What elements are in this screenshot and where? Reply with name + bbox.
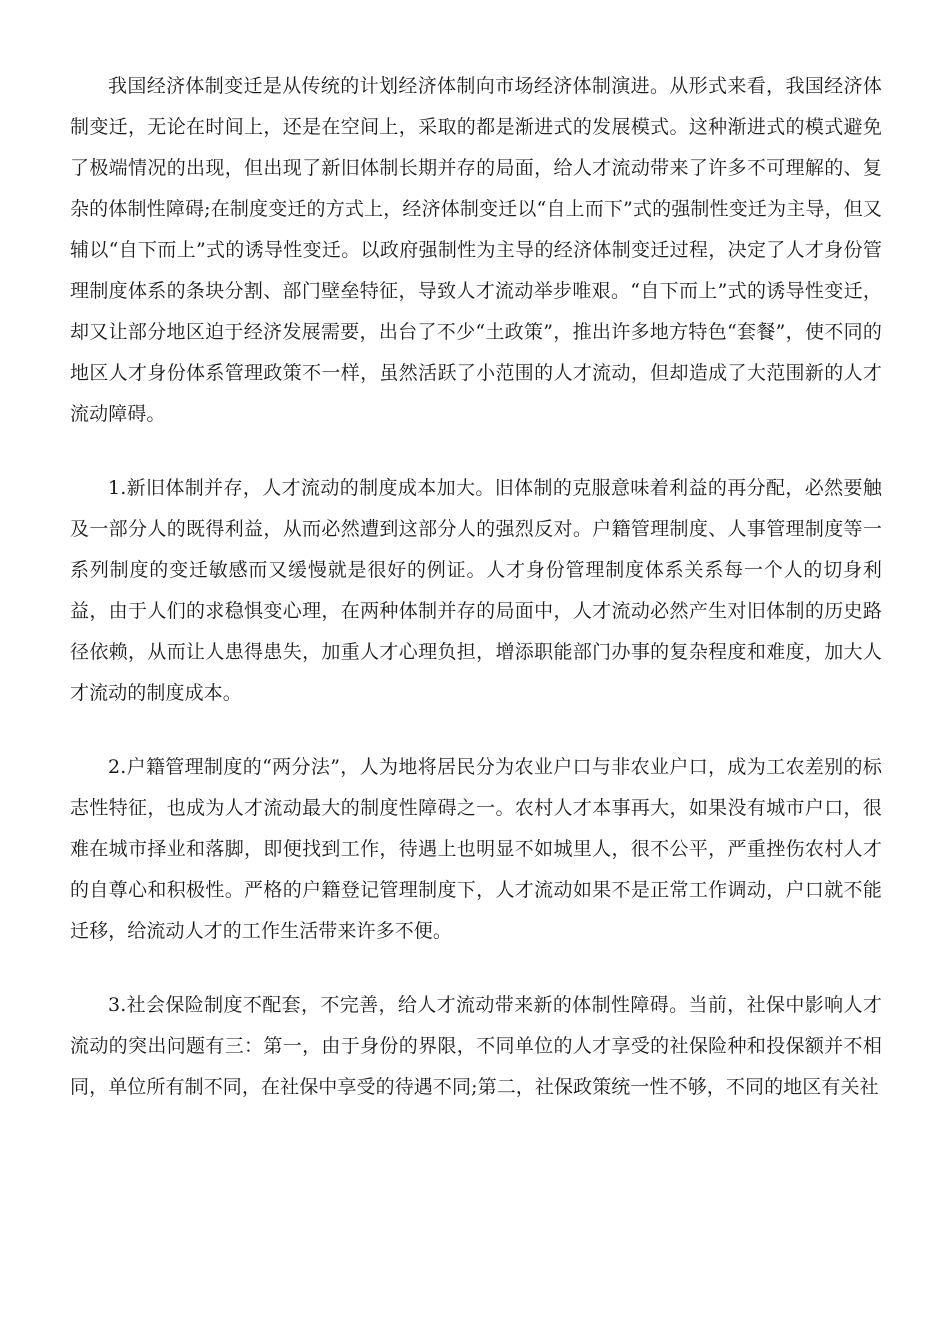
paragraph-social-insurance: 3.社会保险制度不配套，不完善，给人才流动带来新的体制性障碍。当前，社保中影响人才流动的突出问题有三：第一，由于身份的界限，不同单位的人才享受的社保险种和投保额并不相同，单位所有制不同，在社保中享受的待遇不同;第二，社保政策统一性不够，不同的地区有关社 [70, 994, 882, 1098]
paragraph-household-registration: 2.户籍管理制度的“两分法”，人为地将居民分为农业户口与非农业户口，成为工农差别的标志性特征，也成为人才流动最大的制度性障碍之一。农村人才本事再大，如果没有城市户口，很难在城市择业和落脚，即便找到工作，待遇上也明显不如城里人，很不公平，严重挫伤农村人才的自尊心和积极性。严格的户籍登记管理制度下，人才流动如果不是正常工作调动，户口就不能迁移，给流动人才的工作生活带来许多不便。 [70, 756, 882, 942]
document-page [70, 66, 882, 1141]
paragraph-dual-system-cost: 1.新旧体制并存，人才流动的制度成本加大。旧体制的克服意味着利益的再分配，必然要触及一部分人的既得利益，从而必然遭到这部分人的强烈反对。户籍管理制度、人事管理制度等一系列制度的变迁敏感而又缓慢就是很好的例证。人才身份管理制度体系关系每一个人的切身利益，由于人们的求稳惧变心理，在两种体制并存的局面中，人才流动必然产生对旧体制的历史路径依赖，从而让人患得患失，加重人才心理负担，增添职能部门办事的复杂程度和难度，加大人才流动的制度成本。 [70, 477, 882, 704]
paragraph-economic-transition: 我国经济体制变迁是从传统的计划经济体制向市场经济体制演进。从形式来看，我国经济体制变迁，无论在时间上，还是在空间上，采取的都是渐进式的发展模式。这种渐进式的模式避免了极端情况的出现，但出现了新旧体制长期并存的局面，给人才流动带来了许多不可理解的、复杂的体制性障碍;在制度变迁的方式上，经济体制变迁以“自上而下”式的强制性变迁为主导，但又辅以“自下而上”式的诱导性变迁。以政府强制性为主导的经济体制变迁过程，决定了人才身份管理制度体系的条块分割、部门壁垒特征，导致人才流动举步唯艰。“自下而上”式的诱导性变迁，却又让部分地区迫于经济发展需要，出台了不少“土政策”，推出许多地方特色“套餐”，使不同的地区人才身份体系管理政策不一样，虽然活跃了小范围的人才流动，但却造成了大范围新的人才流动障碍。 [70, 75, 882, 425]
